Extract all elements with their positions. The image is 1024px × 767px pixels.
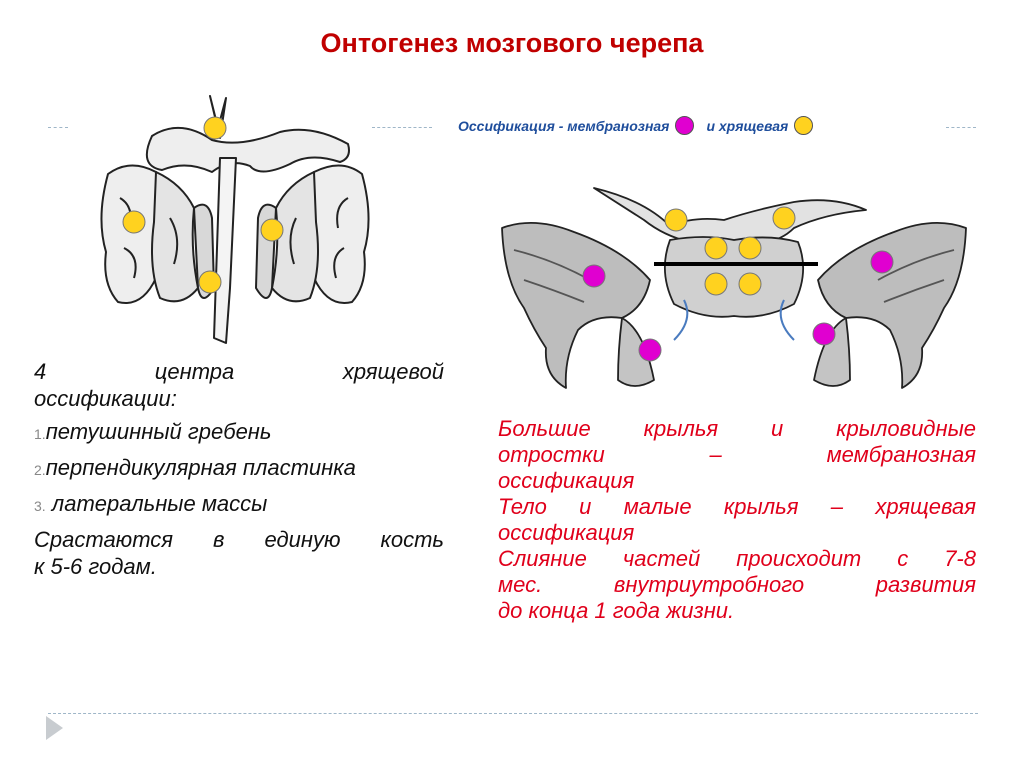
cartilaginous-dot-icon [794, 116, 813, 135]
sphenoid-description [498, 416, 976, 624]
ethmoid-description [34, 358, 444, 580]
list-item-text: латеральные массы [45, 491, 268, 516]
intro-line-2: оссификации: [34, 386, 177, 411]
top-dash-left [48, 127, 68, 128]
fusion-line-1: Срастаются в единую кость [34, 527, 444, 552]
ossification-center-body-4 [739, 273, 761, 295]
bottom-divider [48, 713, 978, 714]
list-number: 1. [34, 426, 46, 442]
ossification-center-left-mass [123, 211, 145, 233]
list-number: 3. [34, 498, 46, 514]
list-item [34, 418, 444, 448]
paragraph-membranous [498, 416, 976, 494]
list-item [34, 490, 444, 520]
ossification-center-perpendicular-plate [199, 271, 221, 293]
sphenoid-bone-illustration [494, 180, 974, 395]
ossification-center-pterygoid-left [639, 339, 661, 361]
top-dash-right [946, 127, 976, 128]
legend-membranous-label: Оссификация - мембранозная [458, 117, 670, 134]
list-item [34, 454, 444, 484]
ossification-center-body-1 [705, 237, 727, 259]
ossification-center-greater-wing-left [583, 265, 605, 287]
list-item-text: перпендикулярная пластинка [45, 455, 356, 480]
ossification-legend [458, 116, 813, 135]
text-line: оссификация [498, 468, 635, 493]
intro-line-1: 4 центра хрящевой [34, 359, 444, 384]
ossification-center-pterygoid-right [813, 323, 835, 345]
text-line: Тело и малые крылья – хрящевая [498, 494, 976, 519]
text-line: до конца 1 года жизни. [498, 598, 735, 623]
text-line: оссификация [498, 520, 635, 545]
text-line: мес. внутриутробного развития [498, 572, 976, 597]
paragraph-fusion [498, 546, 976, 624]
slide-title: Онтогенез мозгового черепа [320, 28, 704, 58]
next-slide-arrow-icon[interactable] [46, 716, 63, 740]
list-item-text: петушинный гребень [45, 419, 272, 444]
text-line: отростки – мембранозная [498, 442, 976, 467]
ossification-center-greater-wing-right [871, 251, 893, 273]
membranous-dot-icon [675, 116, 694, 135]
ethmoid-bone-illustration [90, 88, 380, 348]
fusion-line-2: к 5-6 годам. [34, 554, 157, 579]
ossification-center-lesser-wing-left [665, 209, 687, 231]
text-line: Большие крылья и крыловидные [498, 416, 976, 441]
text-line: Слияние частей происходит с 7-8 [498, 546, 976, 571]
ossification-center-lesser-wing-right [773, 207, 795, 229]
ossification-center-crista-galli [204, 117, 226, 139]
ossification-center-body-3 [705, 273, 727, 295]
ossification-center-body-2 [739, 237, 761, 259]
ossification-center-right-mass [261, 219, 283, 241]
legend-cartilaginous-label: и хрящевая [706, 117, 789, 134]
list-number: 2. [34, 462, 46, 478]
top-dash-mid [372, 127, 432, 128]
paragraph-cartilaginous [498, 494, 976, 546]
